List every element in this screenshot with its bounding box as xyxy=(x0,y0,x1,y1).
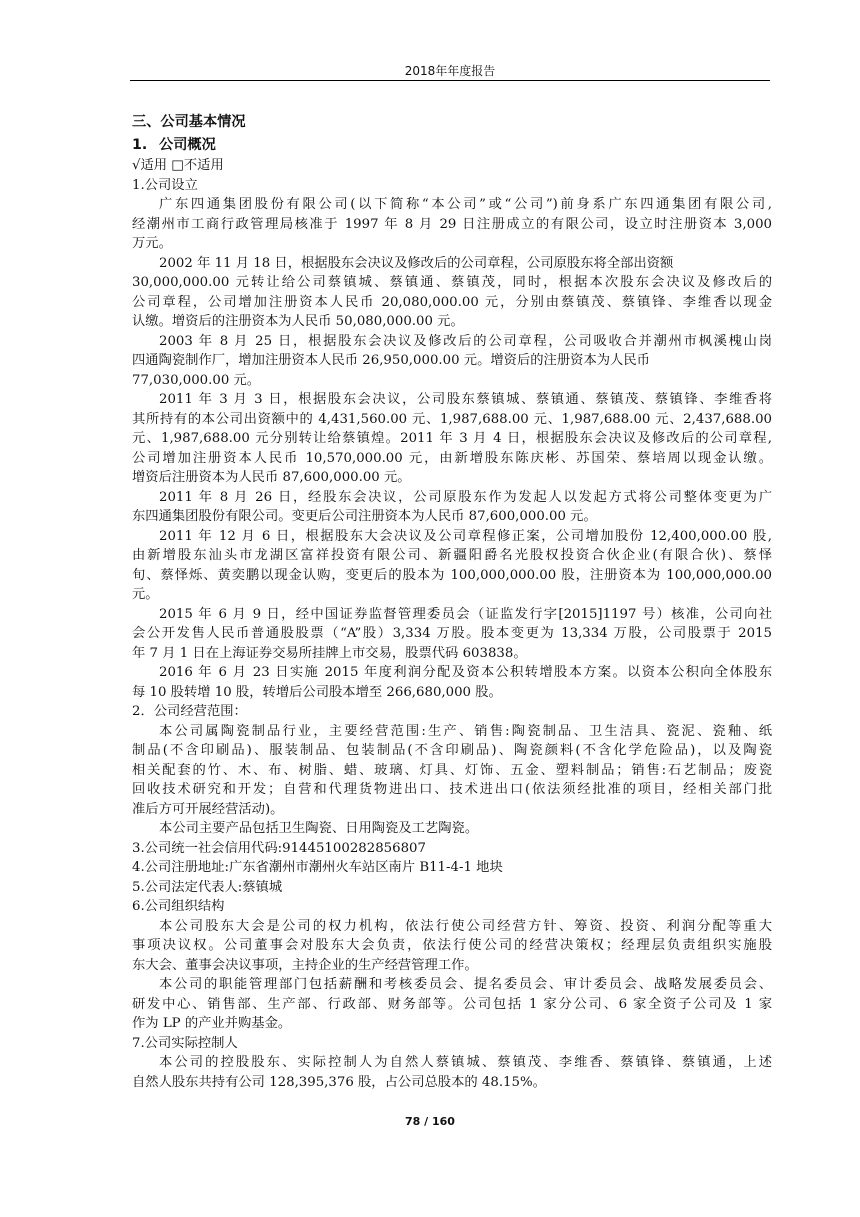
text-line: 本公司主要产品包括卫生陶瓷、日用陶瓷及工艺陶瓷。 xyxy=(159,821,479,836)
text-line: 7.公司实际控制人 xyxy=(132,1035,238,1051)
text-line: 相关配套的竹、木、布、树脂、蜡、玻璃、灯具、灯饰、五金、塑料制品；销售:石艺制品；废瓷 xyxy=(132,762,772,778)
page-number: 78 / 160 xyxy=(405,1115,455,1128)
text-line: 本公司属陶瓷制品行业，主要经营范围:生产、销售:陶瓷制品、卫生洁具、瓷泥、瓷釉、纸 xyxy=(159,723,772,739)
text-line: 2011 年 8 月 26 日，经股东会决议，公司原股东作为发起人以发起方式将公司整体变更为广 xyxy=(159,489,772,505)
text-line: 万元。 xyxy=(132,236,172,251)
text-line: 2016 年 6 月 23 日实施 2015 年度利润分配及资本公积转增股本方案。以资本公积向全体股东 xyxy=(159,665,772,680)
text-line: 东四通集团股份有限公司。变更后公司注册资本为人民币 87,600,000.00 元。 xyxy=(132,509,597,524)
text-line: 作为 LP 的产业并购基金。 xyxy=(132,1016,292,1031)
text-line: 本公司的控股股东、实际控制人为自然人蔡镇城、蔡镇茂、李维香、蔡镇锋、蔡镇通，上述 xyxy=(159,1055,772,1070)
text-line: 元、1,987,688.00 元分别转让给蔡镇煌。2011 年 3 月 4 日，根据股东会决议及修改后的公司章程, xyxy=(132,431,772,446)
subsection-title: 公司概况 xyxy=(159,137,216,153)
text-line: 年 7 月 1 日在上海证券交易所挂牌上市交易，股票代码 603838。 xyxy=(132,645,527,661)
text-line: 2011 年 12 月 6 日，根据股东大会决议及公司章程修正案，公司增加股份 12,400,000.00 股, xyxy=(159,528,772,544)
text-line: 由新增股东汕头市龙湖区富祥投资有限公司、新疆阳爵名光股权投资合伙企业(有限合伙)、蔡怿 xyxy=(132,548,772,563)
text-line: 2．公司经营范围： xyxy=(132,704,247,719)
subsection-heading xyxy=(132,135,772,156)
text-line: 其所持有的本公司出资额中的 4,431,560.00 元、1,987,688.00 元、1,987,688.00 元、2,437,688.00 xyxy=(132,411,772,427)
text-line: 本公司股东大会是公司的权力机构，依法行使公司经营方针、筹资、投资、利润分配等重大 xyxy=(159,918,772,934)
paragraph-lines xyxy=(132,176,772,1093)
text-line: 2002 年 11 月 18 日，根据股东会决议及修改后的公司章程，公司原股东将全部出资额 xyxy=(159,255,674,271)
text-line: 3.公司统一社会信用代码:91445100282856807 xyxy=(132,840,426,856)
text-line: 本公司的职能管理部门包括薪酬和考核委员会、提名委员会、审计委员会、战略发展委员会、 xyxy=(159,977,772,992)
header-rule xyxy=(130,80,770,81)
text-line: 会公开发售人民币普通股股票（“A”股）3,334 万股。股本变更为 13,334 万股，公司股票于 2015 xyxy=(132,626,772,641)
body-content xyxy=(132,112,772,1092)
text-line: 经潮州市工商行政管理局核准于 1997 年 8 月 29 日注册成立的有限公司，设立时注册资本 3,000 xyxy=(132,216,772,232)
text-line: 2015 年 6 月 9 日，经中国证券监督管理委员会（证监发行字[2015]1197 号）核准，公司向社 xyxy=(159,606,772,622)
text-line: 每 10 股转增 10 股，转增后公司股本增至 266,680,000 股。 xyxy=(132,684,502,700)
text-line: 四通陶瓷制作厂，增加注册资本人民币 26,950,000.00 元。增资后的注册资本为人民币 xyxy=(132,353,650,368)
text-line: 自然人股东共持有公司 128,395,376 股，占公司总股本的 48.15%。 xyxy=(132,1074,546,1090)
text-line: 回收技术研究和开发；自营和代理货物进出口、技术进出口(依法须经批准的项目，经相关部门批 xyxy=(132,782,772,797)
text-line: 认缴。增资后的注册资本为人民币 50,080,000.00 元。 xyxy=(132,314,464,329)
text-line: 30,000,000.00 元转让给公司蔡镇城、蔡镇通、蔡镇茂，同时，根据本次股东会决议及修改后的 xyxy=(132,275,772,290)
text-line: 增资后注册资本为人民币 87,600,000.00 元。 xyxy=(132,470,411,485)
text-line: 1.公司设立 xyxy=(132,177,198,193)
text-line: 公司增加注册资本人民币 10,570,000.00 元，由新增股东陈庆彬、苏国荣、蔡培周以现金认缴。 xyxy=(132,450,772,466)
subsection-number: 1. xyxy=(132,137,148,153)
text-line: 元。 xyxy=(132,587,159,602)
text-line: 事项决议权。公司董事会对股东大会负责，依法行使公司的经营决策权；经理层负责组织实施股 xyxy=(132,938,772,953)
text-line: 6.公司组织结构 xyxy=(132,899,225,914)
text-line: 2011 年 3 月 3 日，根据股东会决议，公司股东蔡镇城、蔡镇通、蔡镇茂、蔡镇锋、李维香将 xyxy=(159,392,772,407)
text-line: 研发中心、销售部、生产部、行政部、财务部等。公司包括 1 家分公司、6 家全资子公司及 1 家 xyxy=(132,996,772,1012)
text-line: 77,030,000.00 元。 xyxy=(132,372,261,388)
text-line: 5.公司法定代表人:蔡镇城 xyxy=(132,879,283,895)
page-header: 2018年年度报告 xyxy=(404,64,496,78)
text-line: 2003 年 8 月 25 日，根据股东会决议及修改后的公司章程，公司吸收合并潮州市枫溪槐山岗 xyxy=(159,333,772,349)
text-line: 准后方可开展经营活动)。 xyxy=(132,801,284,817)
text-line: 公司章程，公司增加注册资本人民币 20,080,000.00 元，分别由蔡镇茂、蔡镇锋、李维香以现金 xyxy=(132,294,772,310)
section-title: 三、公司基本情况 xyxy=(132,114,246,130)
text-line: 制品(不含印刷品)、服装制品、包装制品(不含印刷品)、陶瓷颜料(不含化学危险品)，以及陶瓷 xyxy=(132,743,772,758)
text-line: 旬、蔡怿烁、黄奕鹏以现金认购，变更后的股本为 100,000,000.00 股，注册资本为 100,000,000.00 xyxy=(132,567,772,583)
applicability-checkbox: √适用 □不适用 xyxy=(132,158,224,173)
text-line: 广东四通集团股份有限公司(以下简称“本公司”或“公司”)前身系广东四通集团有限公司, xyxy=(159,197,772,212)
text-line: 4.公司注册地址:广东省潮州市潮州火车站区南片 B11-4-1 地块 xyxy=(132,860,503,875)
text-line: 东大会、董事会决议事项，主持企业的生产经营管理工作。 xyxy=(132,957,478,973)
